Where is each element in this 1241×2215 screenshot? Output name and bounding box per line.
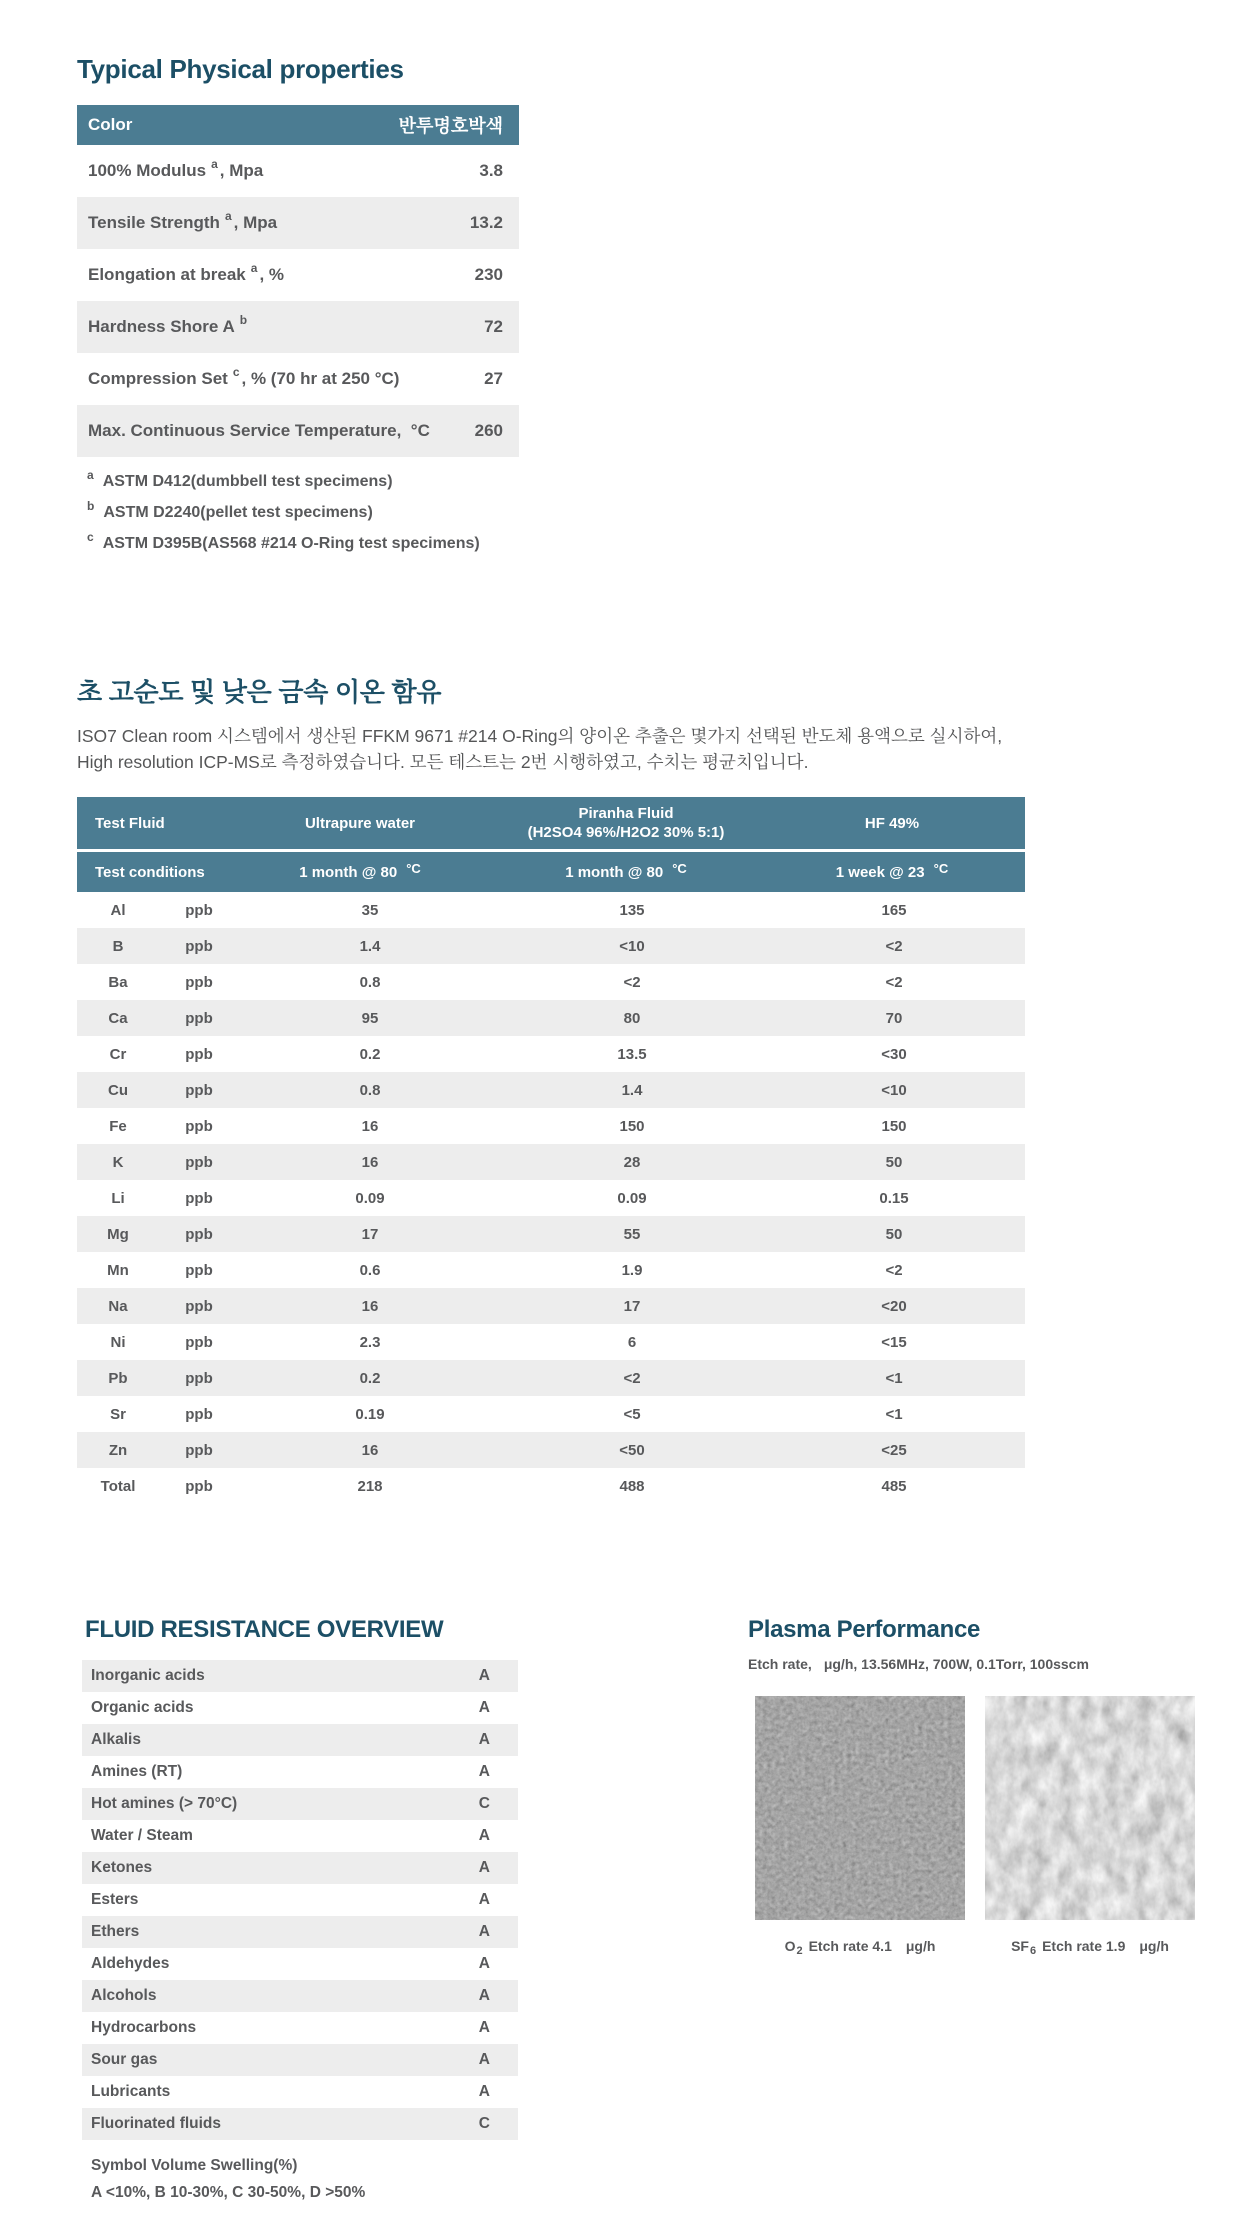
test-condition [759,860,1025,882]
unit-label: ppb [185,1405,213,1423]
ion-value: 1.9 [621,1261,643,1279]
unit-label: ppb [185,1189,213,1207]
resistance-rating: A [478,1955,490,1972]
ion-value: 0.2 [359,1045,381,1063]
fluid-label: Lubricants [91,2083,171,2100]
element-symbol: Cr [109,1045,127,1063]
ion-value: 35 [361,901,379,919]
element-symbol: B [112,937,124,955]
ion-value: 0.09 [355,1189,385,1207]
fluid-label: Amines (RT) [91,1763,183,1780]
ion-table-row [77,1252,1025,1288]
element-symbol: Ba [108,973,128,991]
fluid-label: Hydrocarbons [91,2019,197,2036]
resistance-rating: C [478,2115,490,2132]
ion-value: <1 [885,1405,903,1423]
unit-label: ppb [185,1369,213,1387]
test-condition-text: 1 week @ 23 [835,863,925,881]
fluid-column-header [759,814,1025,833]
fluid-column-header [493,804,759,842]
ion-value: 16 [361,1297,379,1315]
test-conditions-label: Test conditions [95,863,205,881]
property-label-unit: , % (70 hr at 250 °C) [241,369,400,388]
unit-label: ppb [185,1261,213,1279]
footnote-marker: c [87,530,94,544]
fluid-name: Ultrapure water [304,814,416,832]
test-condition-text: 1 month @ 80 [565,863,664,881]
unit-label: ppb [185,901,213,919]
physical-properties-title: Typical Physical properties [77,54,404,84]
ion-value: 95 [361,1009,379,1027]
ion-value: 135 [619,901,645,919]
ion-table-row [77,1396,1025,1432]
footnote-marker: c [232,365,240,379]
physical-properties-rows [77,145,519,457]
color-value: 반투명호박색 [398,116,503,136]
fluid-resistance-row [82,2076,518,2108]
resistance-rating: A [478,1891,490,1908]
fluid-resistance-row [82,1692,518,1724]
purity-section [77,672,1025,1504]
property-label-text: Tensile Strength [88,213,220,232]
fluid-label: Organic acids [91,1699,194,1716]
fluid-label: Esters [91,1891,139,1908]
fluid-resistance-row [82,1980,518,2012]
ion-table-row [77,1324,1025,1360]
ion-value: 0.8 [359,1081,381,1099]
element-symbol: Al [110,901,126,919]
element-symbol: Fe [109,1117,127,1135]
ion-value: 0.15 [879,1189,909,1207]
resistance-rating: A [478,1731,490,1748]
unit-label: ppb [185,1441,213,1459]
fluid-label: Ketones [91,1859,153,1876]
ion-value: 165 [881,901,907,919]
unit-label: ppb [185,1117,213,1135]
resistance-rating: A [478,1667,490,1684]
ion-table-row [77,964,1025,1000]
resistance-rating: A [478,1763,490,1780]
ion-value: 2.3 [359,1333,381,1351]
fluid-resistance-row [82,1948,518,1980]
physical-property-row [77,301,519,353]
etch-rate-text: Etch rate 4.1 [808,1938,892,1954]
fluid-composition: (H2SO4 96%/H2O2 30% 5:1) [527,824,725,841]
etch-rate-text: Etch rate 1.9 [1042,1938,1126,1954]
swelling-legend [82,2152,518,2206]
ion-table-row [77,1216,1025,1252]
fluid-label: Inorganic acids [91,1667,205,1684]
ion-value: <2 [885,1261,903,1279]
ion-value: 6 [627,1333,637,1351]
ion-value: 50 [885,1225,903,1243]
etch-rate-conditions-unit: μg/h [823,1656,854,1672]
ion-value: 17 [623,1297,641,1315]
ion-value: <20 [881,1297,907,1315]
property-label-unit: °C [401,421,430,440]
unit-label: ppb [185,1009,213,1027]
resistance-rating: A [478,2083,490,2100]
fluid-resistance-row [82,1788,518,1820]
etch-rate-unit: μg/h [905,1938,936,1954]
ion-table-conditions-row [77,852,1025,892]
unit-label: ppb [185,1153,213,1171]
gas-symbol: O [784,1938,796,1954]
ion-value: 0.2 [359,1369,381,1387]
ion-table-row [77,1108,1025,1144]
physical-property-row [77,249,519,301]
fluid-column-header [227,814,493,833]
fluid-label: Ethers [91,1923,140,1940]
property-label-text: Hardness Shore A [88,317,235,336]
resistance-rating: A [478,1859,490,1876]
ion-table-row [77,1468,1025,1504]
ion-value: 0.19 [355,1405,385,1423]
ion-value: 55 [623,1225,641,1243]
ion-value: 1.4 [359,937,381,955]
ion-value: <2 [623,973,641,991]
sem-caption [755,1938,965,1957]
fluid-label: Hot amines (> 70°C) [91,1795,238,1812]
property-value: 3.8 [479,161,503,180]
property-value: 13.2 [469,213,503,232]
footnote [77,499,519,522]
property-value: 27 [484,369,503,388]
physical-footnotes [77,468,519,553]
ion-value: <10 [881,1081,907,1099]
element-symbol: Mg [107,1225,129,1243]
gas-subscript: 6 [1029,1945,1037,1957]
fluid-label: Fluorinated fluids [91,2115,222,2132]
property-label-unit: , % [259,265,284,284]
ion-value: <50 [619,1441,645,1459]
ion-table-row [77,1288,1025,1324]
ion-value: <15 [881,1333,907,1351]
fluid-name: HF 49% [864,814,920,832]
ion-value: 70 [885,1009,903,1027]
property-label-text: 100% Modulus [88,161,207,180]
ion-value: 485 [881,1477,907,1495]
fluid-resistance-row [82,1660,518,1692]
property-label-text: Compression Set [88,369,228,388]
ion-value: <1 [885,1369,903,1387]
ion-table-row [77,928,1025,964]
property-label [88,313,249,337]
unit-label: ppb [185,937,213,955]
footnote [77,468,519,491]
plasma-performance-title: Plasma Performance [748,1616,981,1643]
property-label-text: Elongation at break [88,265,246,284]
ion-value: <5 [623,1405,641,1423]
ion-value: 0.8 [359,973,381,991]
resistance-rating: A [478,2019,490,2036]
unit-label: ppb [185,1225,213,1243]
footnote-text: ASTM D412(dumbbell test specimens) [102,473,393,490]
footnote-marker: a [87,468,94,482]
ion-table-row [77,892,1025,928]
element-symbol: Mn [107,1261,129,1279]
ion-value: 16 [361,1441,379,1459]
ion-value: 16 [361,1153,379,1171]
element-symbol: Cu [108,1081,128,1099]
ion-value: 28 [623,1153,641,1171]
swelling-legend-line2: A <10%, B 10-30%, C 30-50%, D >50% [91,2184,366,2201]
fluid-resistance-row [82,1852,518,1884]
element-symbol: Zn [108,1441,128,1459]
color-label: Color [88,115,133,134]
footnote-text: ASTM D395B(AS568 #214 O-Ring test specimens) [102,535,480,552]
property-label [88,421,430,441]
element-symbol: Na [108,1297,128,1315]
purity-description: ISO7 Clean room 시스템에서 생산된 FFKM 9671 #214 O-Ring의 양이온 추출은 몇가지 선택된 반도체 용액으로 실시하여, High resolution ICP-MS로 측정하였습니다. 모든 테스트는 2번 시행하였고, 수치는 평균치입니다. [77,726,1003,772]
footnote-marker: a [224,209,232,223]
fluid-resistance-row [82,1916,518,1948]
property-label [88,261,284,285]
resistance-rating: A [478,1923,490,1940]
swelling-legend-line1: Symbol Volume Swelling(%) [91,2157,298,2174]
element-symbol: Ca [108,1009,128,1027]
resistance-rating: C [478,1795,490,1812]
unit-label: ppb [185,1297,213,1315]
ion-value: 488 [619,1477,645,1495]
element-symbol: Li [111,1189,125,1207]
ion-value: <10 [619,937,645,955]
property-label-unit: , Mpa [219,161,264,180]
ion-value: <2 [623,1369,641,1387]
ion-table-fluid-header-row [77,797,1025,849]
ion-value: 80 [623,1009,641,1027]
ion-value: 17 [361,1225,379,1243]
fluid-label: Alcohols [91,1987,157,2004]
fluid-resistance-title: FLUID RESISTANCE OVERVIEW [85,1616,444,1643]
fluid-resistance-row [82,2044,518,2076]
ion-table-row [77,1360,1025,1396]
footnote-marker: b [87,499,95,513]
purity-title: 초 고순도 및 낮은 금속 이온 함유 [77,677,442,707]
fluid-label: Sour gas [91,2051,158,2068]
test-fluid-label: Test Fluid [95,814,165,832]
etch-rate-conditions-pre: Etch rate, [748,1656,812,1672]
fluid-name: Piranha Fluid [578,805,674,822]
fluid-resistance-row [82,1756,518,1788]
ion-value: 218 [357,1477,383,1495]
ion-table-row [77,1180,1025,1216]
ion-table-body [77,892,1025,1504]
etch-rate-unit: μg/h [1139,1938,1169,1954]
sem-images-row [755,1696,1213,1920]
footnote-marker: a [250,261,258,275]
property-label [88,365,400,389]
physical-properties-section [77,54,519,553]
element-symbol: Sr [110,1405,126,1423]
ion-table-row [77,1072,1025,1108]
resistance-rating: A [478,1987,490,2004]
unit-label: ppb [185,1081,213,1099]
ion-table-row [77,1036,1025,1072]
degree-unit: °C [933,860,949,876]
resistance-rating: A [478,1827,490,1844]
gas-symbol: SF [1011,1938,1029,1954]
property-label-text: Max. Continuous Service Temperature, [88,421,402,440]
physical-table-header [77,105,519,145]
fluid-label: Water / Steam [91,1827,193,1844]
fluid-resistance-row [82,1884,518,1916]
element-symbol: Ni [110,1333,126,1351]
property-value: 72 [484,317,503,336]
test-condition-text: 1 month @ 80 [299,863,398,881]
ion-value: 13.5 [617,1045,647,1063]
ion-value: 150 [619,1117,645,1135]
fluid-resistance-rows [82,1660,518,2140]
etch-rate-conditions [748,1656,1213,1672]
fluid-resistance-row [82,2108,518,2140]
sem-caption [985,1938,1195,1957]
physical-property-row [77,197,519,249]
ion-value: 0.6 [359,1261,381,1279]
ion-table-row [77,1432,1025,1468]
ion-value: 150 [881,1117,907,1135]
fluid-resistance-row [82,1820,518,1852]
metal-ion-table [77,797,1025,1504]
o2-plasma-sem-image [755,1696,965,1920]
degree-unit: °C [672,860,687,876]
ion-value: <2 [885,973,903,991]
element-symbol: Pb [108,1369,128,1387]
fluid-resistance-row [82,2012,518,2044]
element-symbol: Total [100,1477,136,1495]
element-symbol: K [112,1153,124,1171]
fluid-label: Alkalis [91,1731,141,1748]
fluid-resistance-section [82,1616,518,2206]
ion-table-row [77,1000,1025,1036]
footnote-marker: a [211,157,218,171]
resistance-rating: A [478,2051,490,2068]
ion-value: 1.4 [621,1081,643,1099]
ion-value: <25 [881,1441,907,1459]
test-condition [227,860,493,882]
footnote [77,530,519,553]
physical-property-row [77,145,519,197]
fluid-resistance-row [82,1724,518,1756]
resistance-rating: A [478,1699,490,1716]
footnote-marker: b [239,313,248,327]
test-condition [493,860,759,882]
unit-label: ppb [185,1477,213,1495]
ion-value: <30 [881,1045,907,1063]
degree-unit: °C [406,860,421,876]
sf6-plasma-sem-image [985,1696,1195,1920]
unit-label: ppb [185,973,213,991]
fluid-label: Aldehydes [91,1955,170,1972]
ion-value: 50 [885,1153,903,1171]
property-label-unit: , Mpa [233,213,278,232]
property-label [88,157,264,181]
property-value: 230 [474,265,503,284]
ion-value: 0.09 [617,1189,647,1207]
footnote-text: ASTM D2240(pellet test specimens) [103,504,373,521]
sem-captions-row [755,1938,1213,1957]
unit-label: ppb [185,1333,213,1351]
ion-value: 16 [361,1117,379,1135]
physical-property-row [77,405,519,457]
gas-subscript: 2 [796,1945,803,1957]
etch-rate-conditions-rest: , 13.56MHz, 700W, 0.1Torr, 100sscm [853,1656,1089,1672]
property-value: 260 [474,421,503,440]
ion-value: <2 [885,937,903,955]
unit-label: ppb [185,1045,213,1063]
property-label [88,209,278,233]
plasma-performance-section [748,1616,1213,1957]
physical-property-row [77,353,519,405]
ion-table-row [77,1144,1025,1180]
